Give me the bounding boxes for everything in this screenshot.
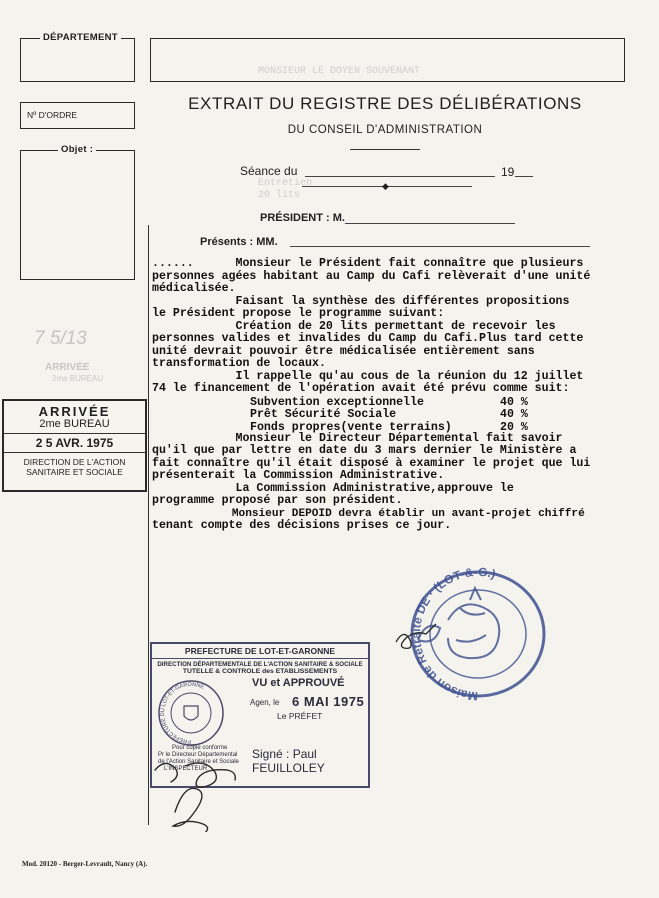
seance-year-line (515, 176, 533, 177)
arrivee-title: ARRIVÉE (38, 404, 111, 419)
approval-date: 6 MAI 1975 (292, 694, 365, 709)
divider-ornament: ◆ (382, 181, 389, 191)
objet-label: Objet : (58, 144, 96, 155)
place-label: Agen, le (250, 698, 280, 707)
body-line: personnes agées habitant au Camp du Cafi relèverait d'une unité (152, 269, 591, 283)
body-line: le Président propose le programme suivant: (152, 307, 445, 320)
body-line: ...... Monsieur le Président fait connaître que plusieurs (152, 257, 584, 270)
body-line: présenterait la Commission Administrative. (152, 469, 445, 482)
body-line: qu'il que par lettre en date du 3 mars dernier le Ministère a (152, 444, 577, 457)
body-line: transformation de locaux. (152, 357, 326, 370)
body-line: tenant compte des décisions prises ce jour. (152, 519, 452, 532)
objet-box (20, 150, 135, 280)
page-subtitle: DU CONSEIL D'ADMINISTRATION (287, 124, 483, 136)
funding-label: Fonds propres(vente terrains) (250, 420, 452, 434)
departement-box (20, 38, 135, 82)
page-title: EXTRAIT DU REGISTRE DES DÉLIBÉRATIONS (188, 94, 582, 113)
body-line: personnes valides et invalides du Camp du Cafi.Plus tard cette (152, 332, 584, 345)
bleed-through-text: 20 lits (258, 190, 301, 201)
seance-date-line (305, 176, 495, 177)
funding-label: Prêt Sécurité Sociale (250, 408, 397, 421)
copy-line: Pr le Directeur Départemental (158, 752, 238, 758)
faint-stamp-number: 7 5/13 (34, 328, 87, 349)
prefet-label: Le PRÉFET (277, 711, 323, 721)
initials-signature (390, 620, 450, 660)
faint-stamp-title: ARRIVÉE (45, 362, 90, 373)
seance-year: 19 (501, 165, 515, 179)
arrivee-bureau: 2me BUREAU (39, 418, 110, 430)
maison-stamp-text: Maison de Retraite DE · (LOT-&-G.) (408, 564, 498, 704)
bleed-through-text: Entretien (258, 178, 313, 189)
presents-label: Présents : MM. (200, 236, 278, 248)
prefecture-seal (156, 678, 226, 748)
footer-text: Mod. 20120 - Berger-Levrault, Nancy (A). (22, 860, 148, 868)
header-box (150, 38, 625, 82)
prefecture-line1: DIRECTION DÉPARTEMENTALE DE L'ACTION SANITAIRE & SOCIALE (157, 661, 363, 668)
prefecture-title: PREFECTURE DE LOT-ET-GARONNE (152, 644, 368, 659)
signed-name: Signé : Paul FEUILLOLEY (252, 747, 325, 775)
body-line: 74 le financement de l'opération avait été prévu comme suit: (152, 382, 570, 395)
body-line: programme proposé par son président. (152, 494, 403, 507)
body-line: Monsieur DEPOID devra établir un avant-projet chiffré (152, 507, 585, 520)
bleed-through-text: MONSIEUR LE DOYEN SOUVENANT (258, 66, 421, 77)
arrivee-date: 2 5 AVR. 1975 (4, 433, 145, 453)
funding-value: 40 % (500, 395, 528, 409)
body-line: Il rappelle qu'au cous de la réunion du 12 juillet (152, 369, 584, 383)
presents-line (290, 246, 590, 247)
seal-shield-icon (184, 706, 198, 720)
arrivee-line1: DIRECTION DE L'ACTION (23, 457, 126, 467)
handwritten-signature (145, 752, 275, 832)
body-line: fait connaître qu'il était disposé à examiner le projet que lui (152, 456, 591, 470)
vu-approuve: VU et APPROUVÉ (252, 677, 345, 689)
prefecture-line2: TUTELLE & CONTROLE des ETABLISSEMENTS (182, 668, 338, 675)
seance-label: Séance du (240, 164, 298, 178)
funding-label: Subvention exceptionnelle (250, 395, 424, 409)
margin-rule (148, 225, 149, 825)
departement-label: DÉPARTEMENT (40, 32, 121, 43)
copy-line: de l'Action Sanitaire et Sociale (158, 759, 239, 765)
arrivee-stamp (2, 399, 147, 492)
seal-text: PRÉFECTURE DU LOT-ET-GARONNE (159, 681, 205, 745)
body-text-block (152, 258, 590, 533)
president-line (345, 223, 515, 224)
body-line: unité devrait pouvoir être médicalisée entièrement sans (152, 344, 535, 358)
body-line: La Commission Administrative,approuve le (152, 481, 514, 495)
funding-table (152, 396, 590, 433)
arrivee-line2: SANITAIRE ET SOCIALE (26, 467, 123, 477)
president-label: PRÉSIDENT : M. (260, 212, 345, 224)
body-line: Faisant la synthèse des différentes propositions (152, 294, 570, 308)
faint-stamp-bureau: 2me BUREAU (52, 374, 104, 383)
funding-value: 40 % (500, 408, 528, 421)
ordre-label: Nº D'ORDRE (27, 110, 78, 120)
body-line: Monsieur le Directeur Départemental fait savoir (152, 431, 563, 445)
title-divider (350, 149, 420, 150)
body-line: Création de 20 lits permettant de recevoir les (152, 319, 556, 333)
body-line: médicalisée. (152, 282, 236, 295)
copy-line: L'INSPECTEUR (164, 766, 208, 772)
funding-value: 20 % (500, 420, 528, 434)
copy-line: Pour copie conforme (172, 745, 228, 751)
